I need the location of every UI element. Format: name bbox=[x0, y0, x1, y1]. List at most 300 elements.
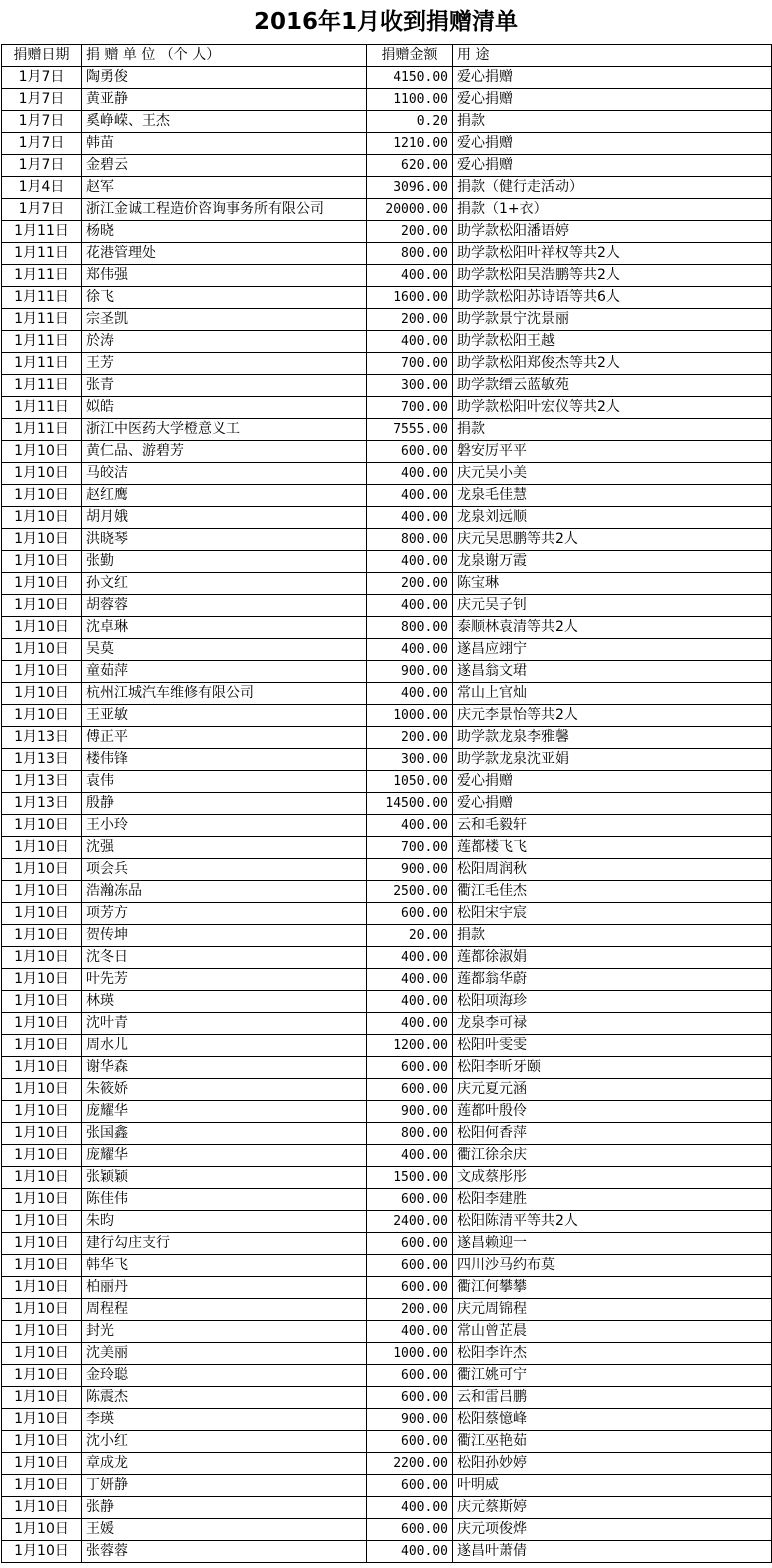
cell-donor: 宗圣凯 bbox=[82, 309, 367, 331]
cell-donor: 於涛 bbox=[82, 331, 367, 353]
cell-amount: 400.00 bbox=[367, 1541, 453, 1563]
cell-donor: 沈冬日 bbox=[82, 947, 367, 969]
cell-purpose: 衢江徐余庆 bbox=[453, 1145, 772, 1167]
cell-purpose: 莲都徐淑娟 bbox=[453, 947, 772, 969]
cell-date: 1月7日 bbox=[2, 199, 82, 221]
cell-purpose: 助学款龙泉沈亚娟 bbox=[453, 749, 772, 771]
cell-donor: 张蓉蓉 bbox=[82, 1541, 367, 1563]
cell-date: 1月11日 bbox=[2, 265, 82, 287]
table-row bbox=[2, 1145, 772, 1167]
table-row bbox=[2, 837, 772, 859]
cell-amount: 400.00 bbox=[367, 463, 453, 485]
header-date: 捐赠日期 bbox=[2, 45, 82, 67]
cell-donor: 杭州江城汽车维修有限公司 bbox=[82, 683, 367, 705]
table-row bbox=[2, 1013, 772, 1035]
cell-purpose: 助学款松阳郑俊杰等共2人 bbox=[453, 353, 772, 375]
table-row bbox=[2, 1475, 772, 1497]
cell-amount: 600.00 bbox=[367, 1475, 453, 1497]
cell-date: 1月10日 bbox=[2, 969, 82, 991]
cell-donor: 赵红鹰 bbox=[82, 485, 367, 507]
cell-purpose: 助学款松阳叶祥权等共2人 bbox=[453, 243, 772, 265]
cell-purpose: 助学款松阳王越 bbox=[453, 331, 772, 353]
cell-donor: 杨晓 bbox=[82, 221, 367, 243]
cell-donor: 沈叶青 bbox=[82, 1013, 367, 1035]
cell-donor: 陶勇俊 bbox=[82, 67, 367, 89]
cell-donor: 黄仁品、游碧芳 bbox=[82, 441, 367, 463]
table-row bbox=[2, 1541, 772, 1563]
cell-date: 1月10日 bbox=[2, 903, 82, 925]
cell-purpose: 助学款缙云蓝敏苑 bbox=[453, 375, 772, 397]
cell-date: 1月10日 bbox=[2, 441, 82, 463]
cell-donor: 林瑛 bbox=[82, 991, 367, 1013]
cell-date: 1月10日 bbox=[2, 1365, 82, 1387]
table-row bbox=[2, 375, 772, 397]
cell-purpose: 文成蔡彤彤 bbox=[453, 1167, 772, 1189]
cell-amount: 900.00 bbox=[367, 661, 453, 683]
cell-donor: 奚峥嵘、王杰 bbox=[82, 111, 367, 133]
cell-donor: 韩苗 bbox=[82, 133, 367, 155]
cell-purpose: 松阳周润秋 bbox=[453, 859, 772, 881]
cell-amount: 400.00 bbox=[367, 1013, 453, 1035]
cell-donor: 建行勾庄支行 bbox=[82, 1233, 367, 1255]
cell-purpose: 助学款松阳叶宏仪等共2人 bbox=[453, 397, 772, 419]
cell-donor: 沈强 bbox=[82, 837, 367, 859]
cell-donor: 丁妍静 bbox=[82, 1475, 367, 1497]
cell-purpose: 捐款 bbox=[453, 419, 772, 441]
cell-purpose: 庆元蔡斯婷 bbox=[453, 1497, 772, 1519]
cell-donor: 周水儿 bbox=[82, 1035, 367, 1057]
cell-purpose: 庆元夏元涵 bbox=[453, 1079, 772, 1101]
table-row bbox=[2, 573, 772, 595]
cell-amount: 20.00 bbox=[367, 925, 453, 947]
cell-date: 1月10日 bbox=[2, 1475, 82, 1497]
cell-donor: 周程程 bbox=[82, 1299, 367, 1321]
cell-donor: 浙江中医药大学橙意义工 bbox=[82, 419, 367, 441]
cell-donor: 韩华飞 bbox=[82, 1255, 367, 1277]
cell-purpose: 助学款松阳吴浩鹏等共2人 bbox=[453, 265, 772, 287]
cell-amount: 300.00 bbox=[367, 375, 453, 397]
cell-amount: 400.00 bbox=[367, 639, 453, 661]
cell-date: 1月10日 bbox=[2, 595, 82, 617]
cell-date: 1月10日 bbox=[2, 1101, 82, 1123]
cell-purpose: 衢江巫艳茹 bbox=[453, 1431, 772, 1453]
cell-date: 1月10日 bbox=[2, 1431, 82, 1453]
cell-amount: 900.00 bbox=[367, 1101, 453, 1123]
cell-date: 1月11日 bbox=[2, 419, 82, 441]
table-row bbox=[2, 705, 772, 727]
header-amount: 捐赠金额 bbox=[367, 45, 453, 67]
cell-date: 1月10日 bbox=[2, 529, 82, 551]
cell-donor: 贺传坤 bbox=[82, 925, 367, 947]
table-row bbox=[2, 991, 772, 1013]
cell-donor: 郑伟强 bbox=[82, 265, 367, 287]
cell-purpose: 衢江毛佳杰 bbox=[453, 881, 772, 903]
cell-date: 1月10日 bbox=[2, 1189, 82, 1211]
cell-purpose: 衢江姚可宁 bbox=[453, 1365, 772, 1387]
cell-purpose: 陈宝琳 bbox=[453, 573, 772, 595]
cell-date: 1月13日 bbox=[2, 749, 82, 771]
cell-purpose: 爱心捐赠 bbox=[453, 89, 772, 111]
cell-amount: 1000.00 bbox=[367, 1343, 453, 1365]
table-row bbox=[2, 859, 772, 881]
cell-date: 1月10日 bbox=[2, 1409, 82, 1431]
table-row bbox=[2, 1233, 772, 1255]
cell-donor: 朱筱娇 bbox=[82, 1079, 367, 1101]
cell-purpose: 龙泉毛佳慧 bbox=[453, 485, 772, 507]
cell-purpose: 莲都楼飞飞 bbox=[453, 837, 772, 859]
cell-date: 1月10日 bbox=[2, 837, 82, 859]
table-row bbox=[2, 199, 772, 221]
cell-date: 1月10日 bbox=[2, 1343, 82, 1365]
cell-purpose: 常山曾芷晨 bbox=[453, 1321, 772, 1343]
cell-purpose: 庆元吴小美 bbox=[453, 463, 772, 485]
cell-amount: 400.00 bbox=[367, 551, 453, 573]
table-row bbox=[2, 639, 772, 661]
cell-date: 1月10日 bbox=[2, 463, 82, 485]
cell-donor: 张勤 bbox=[82, 551, 367, 573]
cell-purpose: 庆元李景怡等共2人 bbox=[453, 705, 772, 727]
cell-purpose: 遂昌赖迎一 bbox=[453, 1233, 772, 1255]
cell-donor: 孙文红 bbox=[82, 573, 367, 595]
cell-purpose: 松阳项海珍 bbox=[453, 991, 772, 1013]
sheet-title: 2016年1月收到捐赠清单 bbox=[253, 9, 519, 35]
table-row bbox=[2, 485, 772, 507]
cell-date: 1月10日 bbox=[2, 1145, 82, 1167]
cell-amount: 600.00 bbox=[367, 1255, 453, 1277]
cell-donor: 楼伟锋 bbox=[82, 749, 367, 771]
table-row bbox=[2, 793, 772, 815]
cell-date: 1月10日 bbox=[2, 1057, 82, 1079]
cell-purpose: 捐款（1+衣） bbox=[453, 199, 772, 221]
cell-date: 1月11日 bbox=[2, 309, 82, 331]
cell-amount: 800.00 bbox=[367, 1123, 453, 1145]
cell-amount: 900.00 bbox=[367, 1409, 453, 1431]
table-row bbox=[2, 1519, 772, 1541]
table-row bbox=[2, 1409, 772, 1431]
cell-donor: 谢华森 bbox=[82, 1057, 367, 1079]
cell-date: 1月10日 bbox=[2, 507, 82, 529]
cell-amount: 20000.00 bbox=[367, 199, 453, 221]
table-row bbox=[2, 331, 772, 353]
cell-date: 1月10日 bbox=[2, 991, 82, 1013]
cell-date: 1月10日 bbox=[2, 1079, 82, 1101]
cell-amount: 600.00 bbox=[367, 1277, 453, 1299]
cell-date: 1月10日 bbox=[2, 815, 82, 837]
cell-purpose: 松阳宋宇宸 bbox=[453, 903, 772, 925]
cell-donor: 胡蓉蓉 bbox=[82, 595, 367, 617]
cell-amount: 400.00 bbox=[367, 815, 453, 837]
cell-amount: 700.00 bbox=[367, 837, 453, 859]
cell-amount: 700.00 bbox=[367, 353, 453, 375]
cell-date: 1月10日 bbox=[2, 639, 82, 661]
cell-purpose: 龙泉谢万霞 bbox=[453, 551, 772, 573]
table-row bbox=[2, 595, 772, 617]
cell-purpose: 莲都叶殷伶 bbox=[453, 1101, 772, 1123]
cell-donor: 殷静 bbox=[82, 793, 367, 815]
cell-amount: 900.00 bbox=[367, 859, 453, 881]
table-row bbox=[2, 1255, 772, 1277]
cell-purpose: 云和毛毅轩 bbox=[453, 815, 772, 837]
cell-purpose: 松阳蔡憶峰 bbox=[453, 1409, 772, 1431]
table-row bbox=[2, 265, 772, 287]
cell-amount: 1500.00 bbox=[367, 1167, 453, 1189]
cell-donor: 童茹萍 bbox=[82, 661, 367, 683]
cell-date: 1月10日 bbox=[2, 1541, 82, 1563]
cell-donor: 徐飞 bbox=[82, 287, 367, 309]
cell-donor: 封光 bbox=[82, 1321, 367, 1343]
cell-date: 1月7日 bbox=[2, 111, 82, 133]
cell-amount: 400.00 bbox=[367, 991, 453, 1013]
cell-donor: 庞耀华 bbox=[82, 1145, 367, 1167]
cell-purpose: 庆元吴思鹏等共2人 bbox=[453, 529, 772, 551]
cell-purpose: 衢江何攀攀 bbox=[453, 1277, 772, 1299]
cell-date: 1月10日 bbox=[2, 1233, 82, 1255]
cell-purpose: 助学款松阳苏诗语等共6人 bbox=[453, 287, 772, 309]
donation-table bbox=[1, 44, 772, 1563]
cell-amount: 400.00 bbox=[367, 1497, 453, 1519]
cell-donor: 金玲聪 bbox=[82, 1365, 367, 1387]
table-row bbox=[2, 771, 772, 793]
cell-purpose: 爱心捐赠 bbox=[453, 793, 772, 815]
table-row bbox=[2, 903, 772, 925]
cell-donor: 金碧云 bbox=[82, 155, 367, 177]
cell-amount: 600.00 bbox=[367, 1233, 453, 1255]
cell-amount: 200.00 bbox=[367, 309, 453, 331]
cell-amount: 400.00 bbox=[367, 507, 453, 529]
cell-donor: 项会兵 bbox=[82, 859, 367, 881]
table-row bbox=[2, 749, 772, 771]
cell-purpose: 四川沙马约布莫 bbox=[453, 1255, 772, 1277]
cell-date: 1月10日 bbox=[2, 551, 82, 573]
table-row bbox=[2, 155, 772, 177]
cell-amount: 600.00 bbox=[367, 1365, 453, 1387]
cell-purpose: 爱心捐赠 bbox=[453, 155, 772, 177]
cell-amount: 4150.00 bbox=[367, 67, 453, 89]
table-row bbox=[2, 969, 772, 991]
cell-donor: 傅正平 bbox=[82, 727, 367, 749]
cell-donor: 袁伟 bbox=[82, 771, 367, 793]
cell-amount: 2500.00 bbox=[367, 881, 453, 903]
cell-donor: 李瑛 bbox=[82, 1409, 367, 1431]
table-row bbox=[2, 683, 772, 705]
cell-donor: 王芳 bbox=[82, 353, 367, 375]
cell-purpose: 松阳孙妙婷 bbox=[453, 1453, 772, 1475]
cell-amount: 800.00 bbox=[367, 529, 453, 551]
cell-amount: 300.00 bbox=[367, 749, 453, 771]
table-row bbox=[2, 551, 772, 573]
cell-donor: 花港管理处 bbox=[82, 243, 367, 265]
table-row bbox=[2, 1321, 772, 1343]
cell-amount: 400.00 bbox=[367, 265, 453, 287]
table-row bbox=[2, 1167, 772, 1189]
cell-donor: 张国鑫 bbox=[82, 1123, 367, 1145]
table-row bbox=[2, 1497, 772, 1519]
table-row bbox=[2, 1189, 772, 1211]
cell-purpose: 松阳何香萍 bbox=[453, 1123, 772, 1145]
cell-date: 1月10日 bbox=[2, 661, 82, 683]
cell-date: 1月10日 bbox=[2, 573, 82, 595]
table-row bbox=[2, 89, 772, 111]
table-row bbox=[2, 1343, 772, 1365]
cell-donor: 朱昀 bbox=[82, 1211, 367, 1233]
cell-date: 1月10日 bbox=[2, 1277, 82, 1299]
cell-purpose: 龙泉刘远顺 bbox=[453, 507, 772, 529]
table-row bbox=[2, 507, 772, 529]
table-row bbox=[2, 1211, 772, 1233]
cell-donor: 王小玲 bbox=[82, 815, 367, 837]
cell-purpose: 龙泉李可禄 bbox=[453, 1013, 772, 1035]
cell-amount: 600.00 bbox=[367, 1519, 453, 1541]
cell-purpose: 捐款 bbox=[453, 925, 772, 947]
table-row bbox=[2, 111, 772, 133]
cell-amount: 200.00 bbox=[367, 573, 453, 595]
cell-donor: 姒皓 bbox=[82, 397, 367, 419]
cell-purpose: 松阳叶雯雯 bbox=[453, 1035, 772, 1057]
cell-donor: 浩瀚冻品 bbox=[82, 881, 367, 903]
cell-amount: 1210.00 bbox=[367, 133, 453, 155]
cell-donor: 叶先芳 bbox=[82, 969, 367, 991]
cell-amount: 1600.00 bbox=[367, 287, 453, 309]
cell-amount: 2200.00 bbox=[367, 1453, 453, 1475]
cell-donor: 沈小红 bbox=[82, 1431, 367, 1453]
cell-amount: 400.00 bbox=[367, 595, 453, 617]
cell-purpose: 泰顺林袁清等共2人 bbox=[453, 617, 772, 639]
cell-donor: 洪晓琴 bbox=[82, 529, 367, 551]
cell-donor: 沈卓琳 bbox=[82, 617, 367, 639]
cell-date: 1月7日 bbox=[2, 133, 82, 155]
cell-donor: 沈美丽 bbox=[82, 1343, 367, 1365]
cell-purpose: 松阳李许杰 bbox=[453, 1343, 772, 1365]
cell-date: 1月11日 bbox=[2, 243, 82, 265]
cell-amount: 600.00 bbox=[367, 1057, 453, 1079]
cell-date: 1月11日 bbox=[2, 375, 82, 397]
cell-donor: 吴莫 bbox=[82, 639, 367, 661]
cell-amount: 400.00 bbox=[367, 947, 453, 969]
cell-donor: 王媛 bbox=[82, 1519, 367, 1541]
cell-amount: 400.00 bbox=[367, 485, 453, 507]
cell-amount: 620.00 bbox=[367, 155, 453, 177]
cell-amount: 1050.00 bbox=[367, 771, 453, 793]
header-donor: 捐 赠 单 位 （个 人） bbox=[82, 45, 367, 67]
cell-donor: 庞耀华 bbox=[82, 1101, 367, 1123]
cell-date: 1月10日 bbox=[2, 1167, 82, 1189]
table-row bbox=[2, 947, 772, 969]
cell-date: 1月7日 bbox=[2, 67, 82, 89]
cell-donor: 项芳方 bbox=[82, 903, 367, 925]
cell-date: 1月13日 bbox=[2, 727, 82, 749]
cell-donor: 黄亚静 bbox=[82, 89, 367, 111]
table-row bbox=[2, 133, 772, 155]
cell-donor: 张静 bbox=[82, 1497, 367, 1519]
cell-date: 1月10日 bbox=[2, 1211, 82, 1233]
cell-date: 1月10日 bbox=[2, 683, 82, 705]
cell-date: 1月11日 bbox=[2, 331, 82, 353]
table-row bbox=[2, 1277, 772, 1299]
cell-purpose: 助学款松阳潘语婷 bbox=[453, 221, 772, 243]
cell-amount: 2400.00 bbox=[367, 1211, 453, 1233]
table-row bbox=[2, 881, 772, 903]
cell-amount: 200.00 bbox=[367, 221, 453, 243]
table-row bbox=[2, 243, 772, 265]
cell-date: 1月10日 bbox=[2, 1497, 82, 1519]
table-row bbox=[2, 1079, 772, 1101]
table-row bbox=[2, 925, 772, 947]
cell-amount: 600.00 bbox=[367, 441, 453, 463]
cell-date: 1月11日 bbox=[2, 353, 82, 375]
table-row bbox=[2, 1453, 772, 1475]
cell-amount: 400.00 bbox=[367, 969, 453, 991]
cell-donor: 王亚敏 bbox=[82, 705, 367, 727]
table-row bbox=[2, 441, 772, 463]
cell-date: 1月10日 bbox=[2, 881, 82, 903]
cell-amount: 1200.00 bbox=[367, 1035, 453, 1057]
cell-date: 1月11日 bbox=[2, 397, 82, 419]
cell-purpose: 遂昌应翊宁 bbox=[453, 639, 772, 661]
cell-amount: 200.00 bbox=[367, 1299, 453, 1321]
table-row bbox=[2, 1123, 772, 1145]
cell-date: 1月11日 bbox=[2, 221, 82, 243]
table-row bbox=[2, 397, 772, 419]
cell-amount: 600.00 bbox=[367, 1079, 453, 1101]
cell-donor: 陈震杰 bbox=[82, 1387, 367, 1409]
header-row bbox=[2, 45, 772, 67]
table-row bbox=[2, 529, 772, 551]
cell-date: 1月10日 bbox=[2, 1255, 82, 1277]
table-row bbox=[2, 1035, 772, 1057]
cell-date: 1月10日 bbox=[2, 1299, 82, 1321]
table-row bbox=[2, 353, 772, 375]
cell-donor: 胡月娥 bbox=[82, 507, 367, 529]
cell-date: 1月10日 bbox=[2, 947, 82, 969]
cell-amount: 800.00 bbox=[367, 617, 453, 639]
cell-donor: 赵军 bbox=[82, 177, 367, 199]
cell-amount: 600.00 bbox=[367, 1387, 453, 1409]
cell-purpose: 松阳李建胜 bbox=[453, 1189, 772, 1211]
cell-amount: 200.00 bbox=[367, 727, 453, 749]
table-row bbox=[2, 1387, 772, 1409]
cell-donor: 陈佳伟 bbox=[82, 1189, 367, 1211]
cell-purpose: 松阳李昕牙颐 bbox=[453, 1057, 772, 1079]
cell-donor: 浙江金诚工程造价咨询事务所有限公司 bbox=[82, 199, 367, 221]
cell-purpose: 捐款 bbox=[453, 111, 772, 133]
table-row bbox=[2, 815, 772, 837]
table-row bbox=[2, 309, 772, 331]
cell-amount: 400.00 bbox=[367, 683, 453, 705]
cell-date: 1月4日 bbox=[2, 177, 82, 199]
cell-date: 1月13日 bbox=[2, 793, 82, 815]
table-row bbox=[2, 1057, 772, 1079]
table-row bbox=[2, 463, 772, 485]
cell-purpose: 遂昌叶萧倩 bbox=[453, 1541, 772, 1563]
table-row bbox=[2, 67, 772, 89]
table-row bbox=[2, 287, 772, 309]
cell-date: 1月10日 bbox=[2, 705, 82, 727]
cell-donor: 张颖颖 bbox=[82, 1167, 367, 1189]
cell-amount: 600.00 bbox=[367, 1431, 453, 1453]
cell-amount: 0.20 bbox=[367, 111, 453, 133]
cell-purpose: 叶明威 bbox=[453, 1475, 772, 1497]
table-row bbox=[2, 617, 772, 639]
cell-donor: 柏丽丹 bbox=[82, 1277, 367, 1299]
cell-donor: 张青 bbox=[82, 375, 367, 397]
cell-donor: 马皎洁 bbox=[82, 463, 367, 485]
cell-amount: 3096.00 bbox=[367, 177, 453, 199]
cell-amount: 800.00 bbox=[367, 243, 453, 265]
cell-amount: 400.00 bbox=[367, 1321, 453, 1343]
table-row bbox=[2, 177, 772, 199]
cell-amount: 400.00 bbox=[367, 1145, 453, 1167]
cell-purpose: 遂昌翁文珺 bbox=[453, 661, 772, 683]
